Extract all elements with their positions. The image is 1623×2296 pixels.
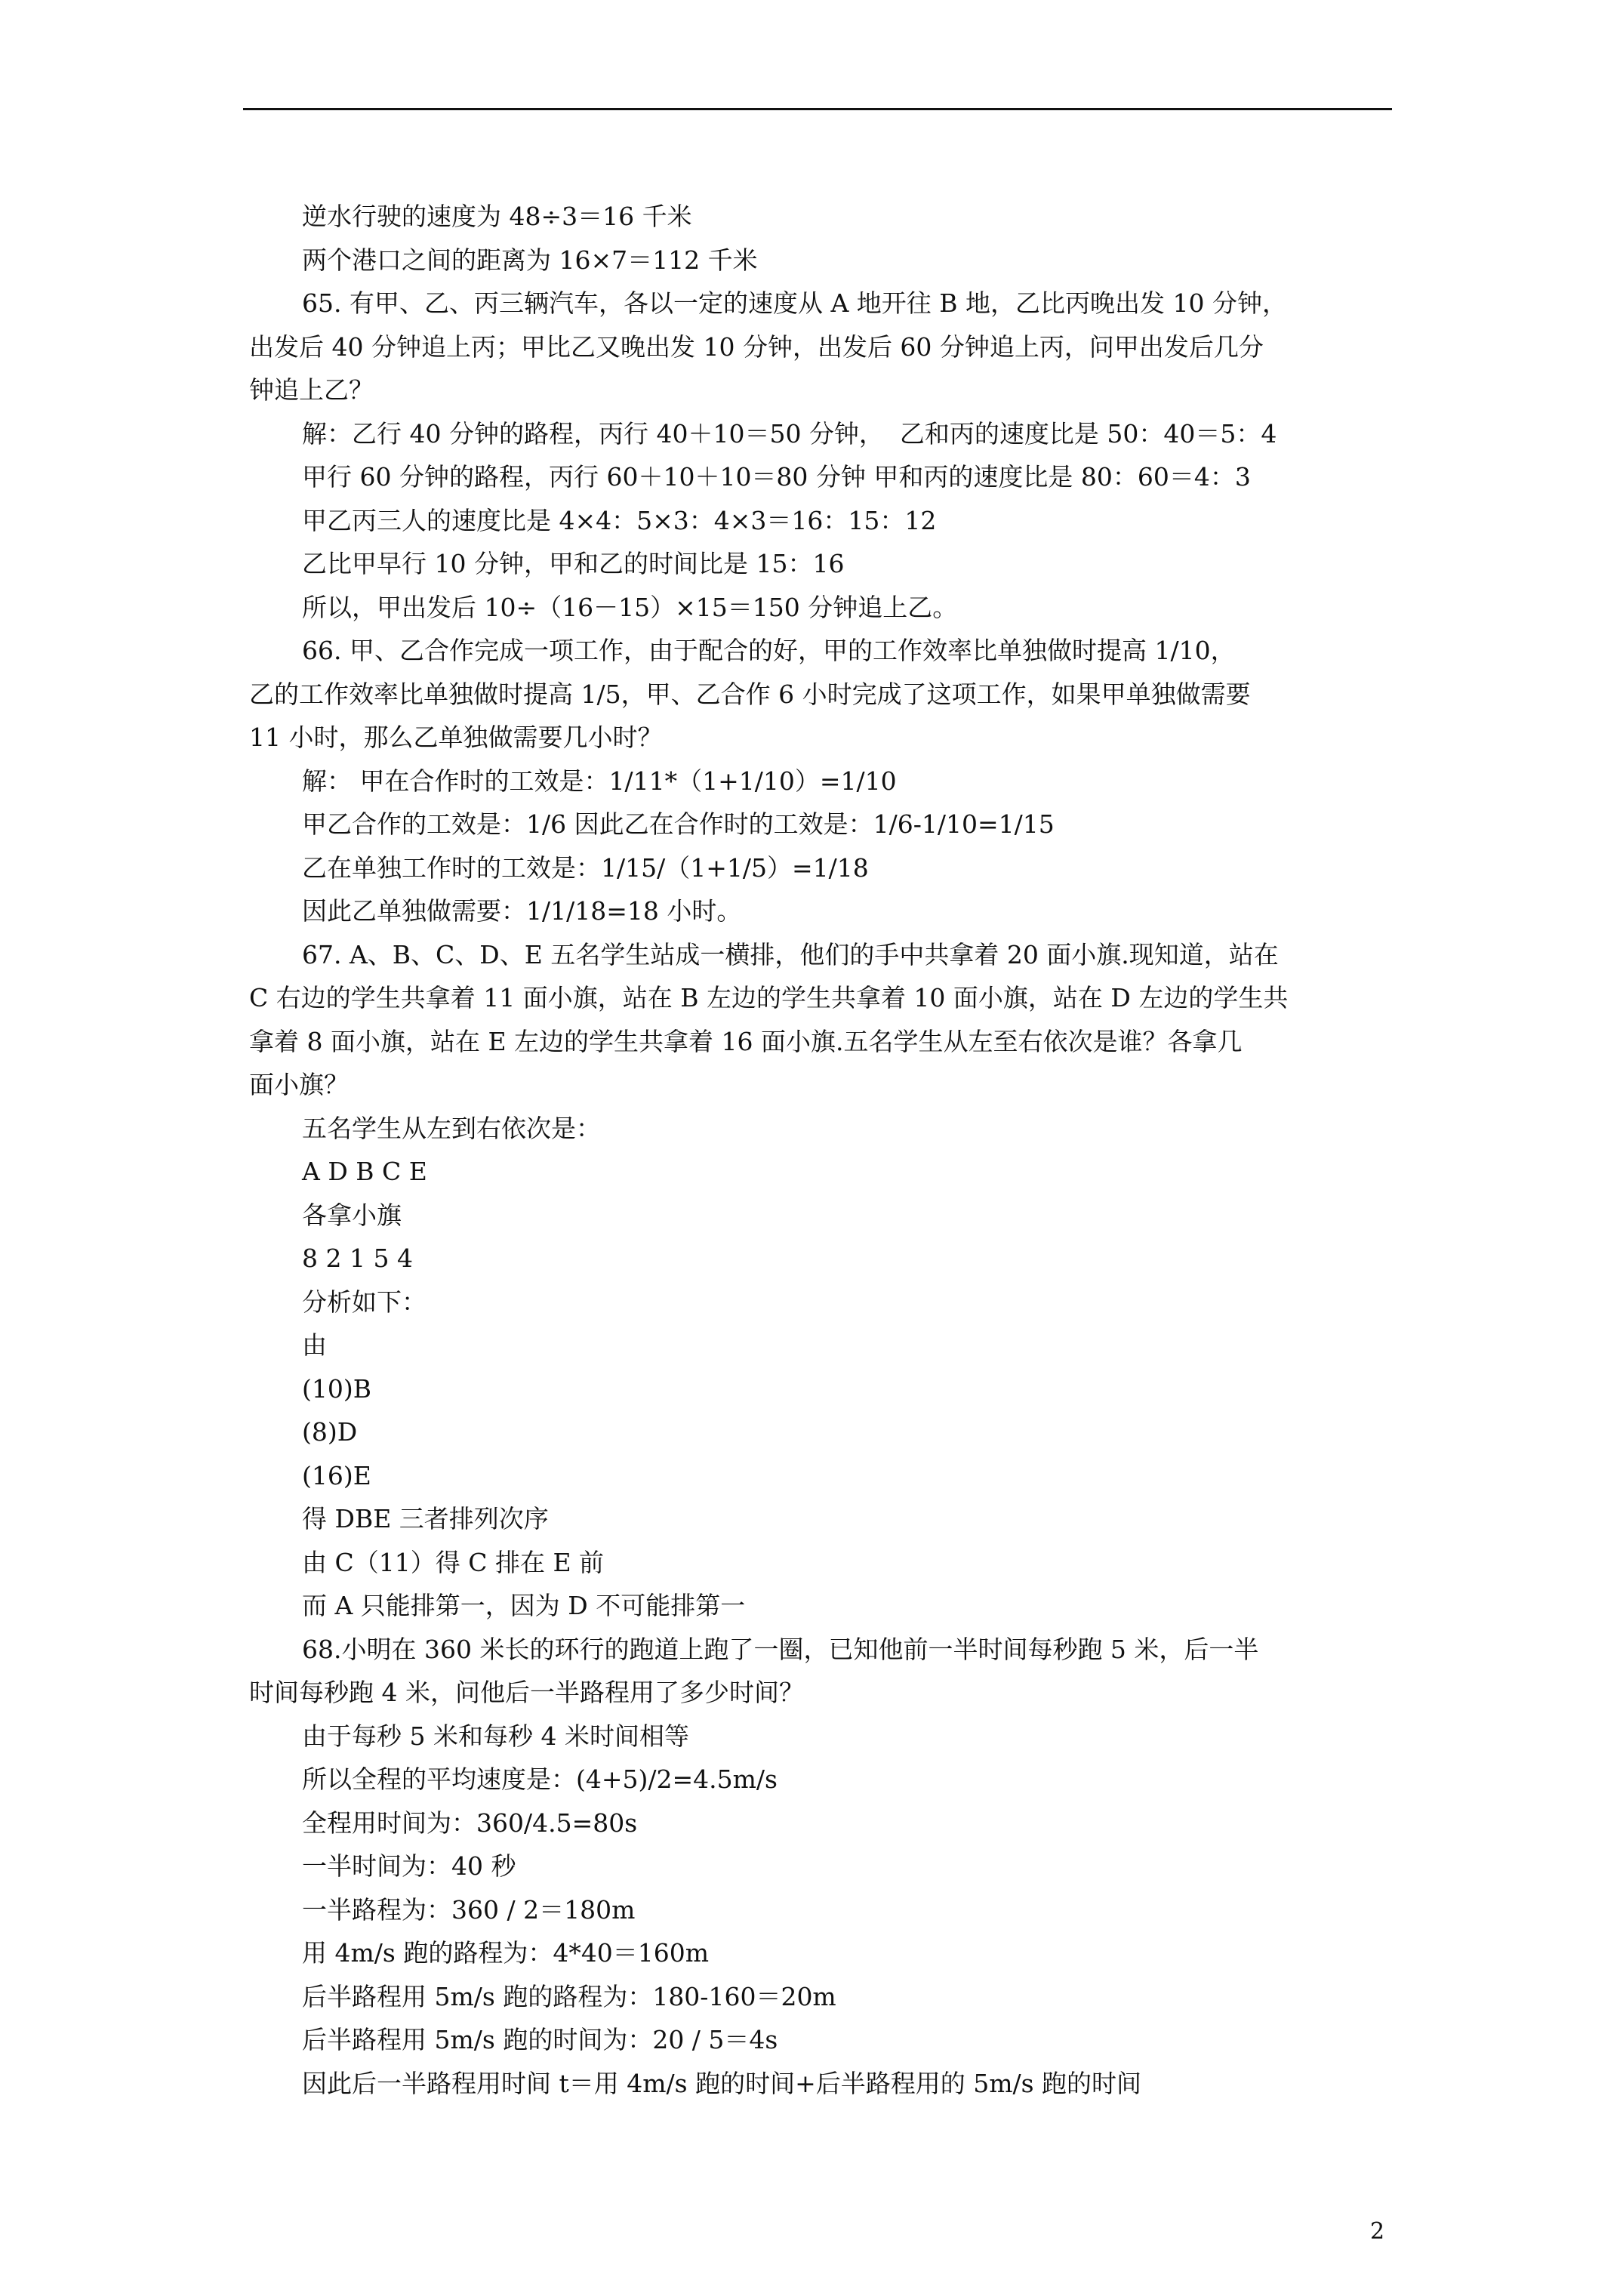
text-line: 甲乙合作的工效是：1/6 因此乙在合作时的工效是：1/6-1/10=1/15: [302, 809, 1055, 839]
text-line: 由于每秒 5 米和每秒 4 米时间相等: [302, 1721, 689, 1751]
text-line: 解：乙行 40 分钟的路程，丙行 40＋10＝50 分钟， 乙和丙的速度比是 50：40＝5：4: [302, 418, 1277, 448]
text-line: C 右边的学生共拿着 11 面小旗，站在 B 左边的学生共拿着 10 面小旗，站在 D 左边的学生共: [249, 983, 1289, 1012]
text-line: 甲乙丙三人的速度比是 4×4：5×3：4×3＝16：15：12: [302, 505, 937, 535]
text-line: 65. 有甲、乙、丙三辆汽车，各以一定的速度从 A 地开往 B 地，乙比丙晚出发 10 分钟，: [302, 288, 1287, 318]
text-line: 67. A、B、C、D、E 五名学生站成一横排，他们的手中共拿着 20 面小旗.现知道，站在: [302, 939, 1279, 969]
text-line: 后半路程用 5m/s 跑的时间为：20 / 5＝4s: [302, 2025, 778, 2054]
text-line: 全程用时间为：360/4.5=80s: [302, 1808, 638, 1838]
text-line: 11 小时，那么乙单独做需要几小时？: [249, 723, 663, 752]
text-line: 8 2 1 5 4: [302, 1244, 413, 1273]
text-line: 乙比甲早行 10 分钟，甲和乙的时间比是 15：16: [302, 549, 845, 578]
text-line: 分析如下：: [302, 1287, 427, 1317]
text-line: 由 C（11）得 C 排在 E 前: [302, 1547, 605, 1577]
text-line: 逆水行驶的速度为 48÷3＝16 千米: [302, 202, 692, 231]
page-number: 2: [1370, 2218, 1385, 2245]
text-line: 甲行 60 分钟的路程，丙行 60＋10＋10＝80 分钟 甲和丙的速度比是 80：60＝4：3: [302, 462, 1251, 492]
text-line: 68.小明在 360 米长的环行的跑道上跑了一圈，已知他前一半时间每秒跑 5 米，后一半: [302, 1634, 1259, 1664]
text-line: 而 A 只能排第一，因为 D 不可能排第一: [302, 1591, 746, 1620]
text-line: 拿着 8 面小旗，站在 E 左边的学生共拿着 16 面小旗.五名学生从左至右依次是谁？各拿几: [249, 1026, 1243, 1056]
text-line: 得 DBE 三者排列次序: [302, 1504, 549, 1533]
text-line: 乙的工作效率比单独做时提高 1/5，甲、乙合作 6 小时完成了这项工作，如果甲单独做需要: [249, 679, 1251, 709]
text-line: A D B C E: [302, 1157, 427, 1186]
text-line: (16)E: [302, 1460, 371, 1490]
text-line: 一半路程为：360 / 2＝180m: [302, 1894, 636, 1925]
text-line: 一半时间为：40 秒: [302, 1851, 516, 1881]
text-line: 两个港口之间的距离为 16×7＝112 千米: [302, 245, 758, 275]
text-line: 因此乙单独做需要：1/1/18=18 小时。: [302, 896, 742, 926]
text-line: 66. 甲、乙合作完成一项工作，由于配合的好，甲的工作效率比单独做时提高 1/10，: [302, 636, 1236, 665]
text-line: (8)D: [302, 1417, 358, 1447]
text-line: 面小旗？: [249, 1070, 349, 1099]
text-line: 用 4m/s 跑的路程为：4*40＝160m: [302, 1938, 710, 1968]
text-line: 乙在单独工作时的工效是：1/15/（1+1/5）=1/18: [302, 852, 869, 883]
text-line: 后半路程用 5m/s 跑的路程为：180-160＝20m: [302, 1981, 836, 2011]
document-body: [249, 195, 1397, 2105]
text-line: 解： 甲在合作时的工效是：1/11*（1+1/10）=1/10: [302, 766, 897, 796]
text-line: 五名学生从左到右依次是：: [302, 1113, 601, 1143]
text-line: (10)B: [302, 1373, 371, 1404]
text-line: 时间每秒跑 4 米，问他后一半路程用了多少时间？: [249, 1678, 804, 1707]
text-line: 因此后一半路程用时间 t＝用 4m/s 跑的时间+后半路程用的 5m/s 跑的时间: [302, 2068, 1142, 2098]
header-rule: [243, 108, 1392, 110]
text-line: 所以全程的平均速度是：(4+5)/2=4.5m/s: [302, 1764, 778, 1794]
text-line: 出发后 40 分钟追上丙；甲比乙又晚出发 10 分钟，出发后 60 分钟追上丙，问甲出发后几分: [249, 331, 1264, 362]
text-line: 各拿小旗: [302, 1200, 402, 1230]
text-line: 由: [302, 1330, 327, 1360]
text-line: 钟追上乙？: [249, 375, 374, 405]
text-line: 所以，甲出发后 10÷（16－15）×15＝150 分钟追上乙。: [302, 592, 958, 622]
